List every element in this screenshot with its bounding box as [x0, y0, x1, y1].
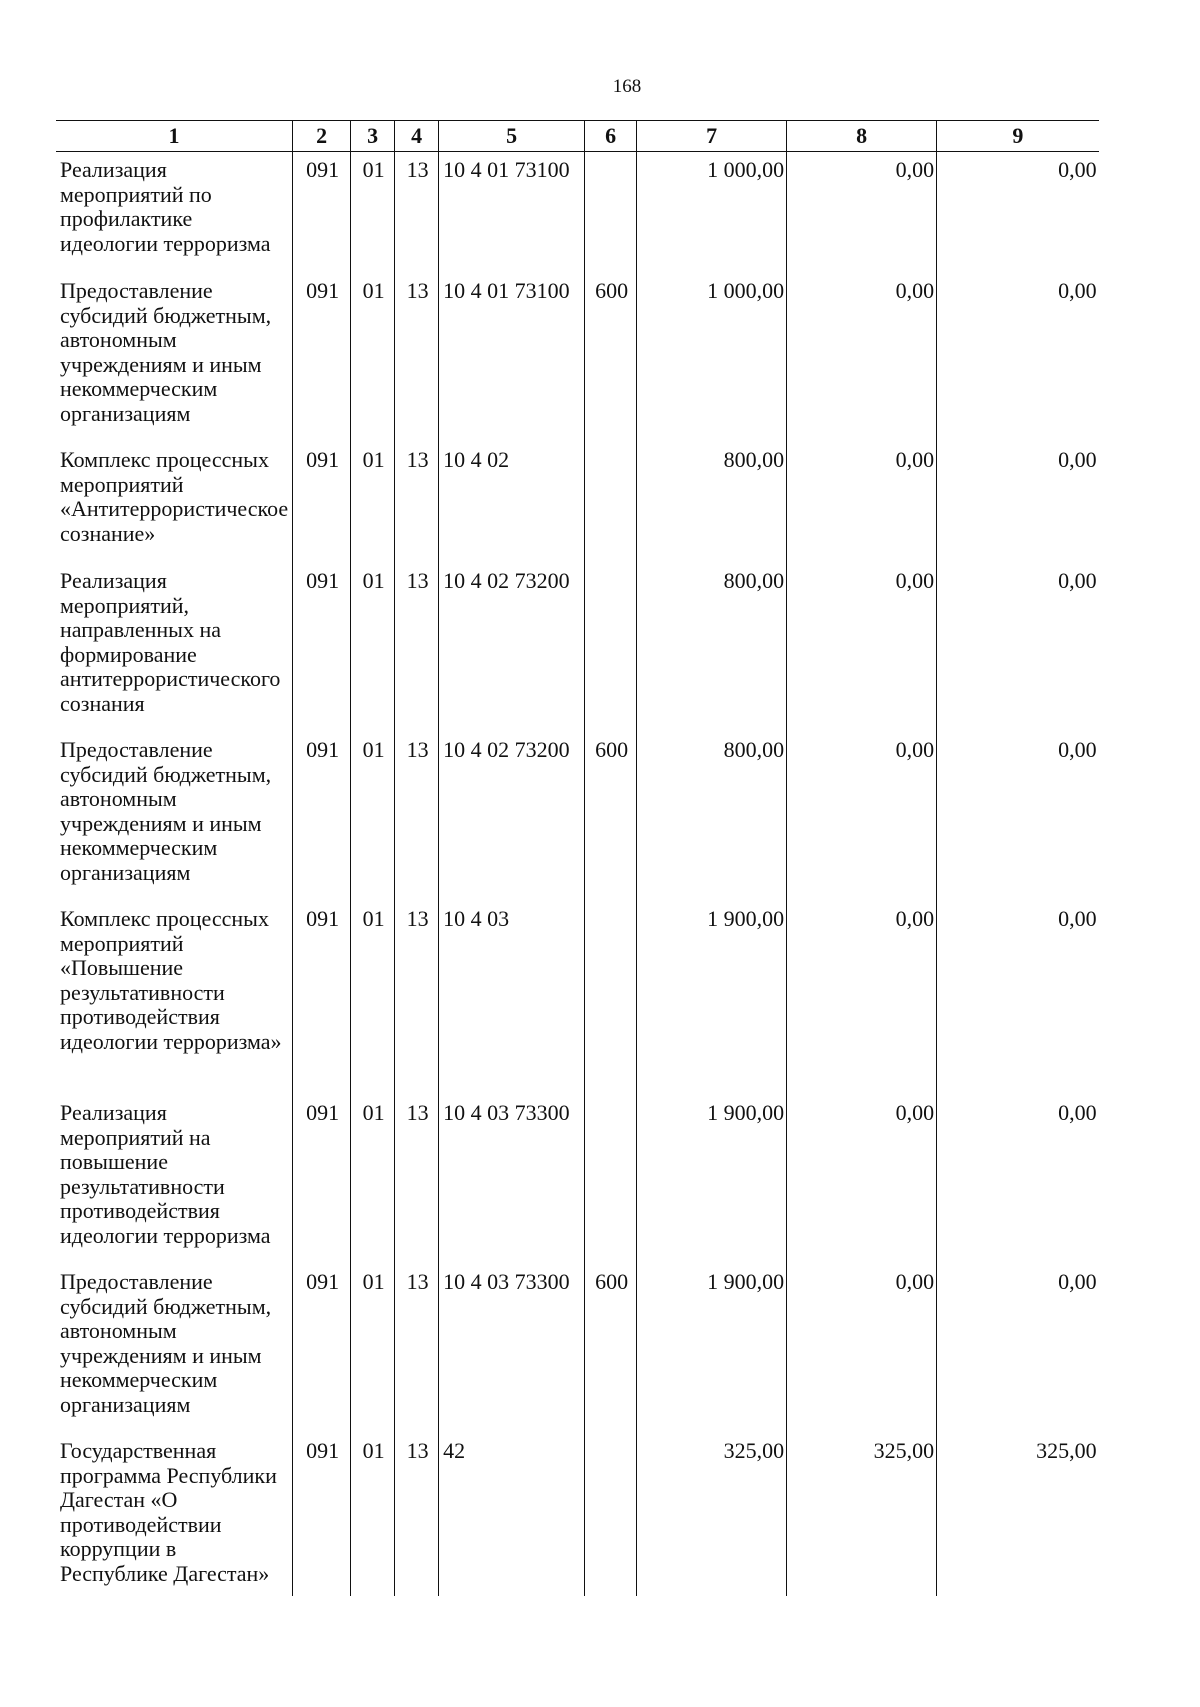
- cell-amount-col9: 0,00: [937, 1095, 1099, 1264]
- cell-amount-col9: 0,00: [937, 442, 1099, 563]
- header-col-3: 3: [351, 121, 395, 152]
- cell-expense-type: 600: [585, 273, 637, 442]
- cell-section: 01: [351, 442, 395, 563]
- header-col-5: 5: [439, 121, 585, 152]
- cell-subsection: 13: [395, 1433, 439, 1596]
- row-name: Комплекс процессных мероприятий «Повышение результативности противодействия идеологии терроризма»: [60, 906, 282, 1054]
- cell-expense-type: [585, 563, 637, 732]
- cell-amount-col9: 325,00: [937, 1433, 1099, 1596]
- cell-amount-col7: 1 900,00: [637, 1095, 787, 1264]
- cell-amount-col7: 1 900,00: [637, 901, 787, 1095]
- cell-target-article: 10 4 03 73300: [439, 1264, 585, 1433]
- cell-amount-col9: 0,00: [937, 273, 1099, 442]
- cell-subsection: 13: [395, 1264, 439, 1433]
- table-row: [56, 152, 1099, 274]
- cell-amount-col8: 0,00: [787, 563, 937, 732]
- cell-subsection: 13: [395, 901, 439, 1095]
- cell-amount-col9: 0,00: [937, 901, 1099, 1095]
- header-col-2: 2: [293, 121, 351, 152]
- cell-amount-col7: 800,00: [637, 732, 787, 901]
- cell-amount-col7: 1 000,00: [637, 273, 787, 442]
- row-name: Предоставление субсидий бюджетным, автономным учреждениям и иным некоммерческим организациям: [60, 737, 272, 885]
- cell-expense-type: 600: [585, 732, 637, 901]
- cell-amount-col8: 0,00: [787, 732, 937, 901]
- table-row: [56, 1095, 1099, 1264]
- cell-amount-col7: 1 000,00: [637, 152, 787, 274]
- header-col-8: 8: [787, 121, 937, 152]
- cell-target-article: 10 4 01 73100: [439, 273, 585, 442]
- header-col-6: 6: [585, 121, 637, 152]
- cell-section: 01: [351, 901, 395, 1095]
- cell-subsection: 13: [395, 563, 439, 732]
- cell-target-article: 10 4 03: [439, 901, 585, 1095]
- cell-admin-code: 091: [293, 152, 351, 274]
- cell-subsection: 13: [395, 152, 439, 274]
- cell-amount-col8: 0,00: [787, 1095, 937, 1264]
- cell-expense-type: [585, 901, 637, 1095]
- cell-admin-code: 091: [293, 1095, 351, 1264]
- cell-amount-col7: 800,00: [637, 442, 787, 563]
- cell-section: 01: [351, 1433, 395, 1596]
- cell-amount-col8: 325,00: [787, 1433, 937, 1596]
- cell-target-article: 10 4 02 73200: [439, 732, 585, 901]
- table-row: [56, 1264, 1099, 1433]
- row-name: Предоставление субсидий бюджетным, автономным учреждениям и иным некоммерческим организациям: [60, 1269, 272, 1417]
- cell-amount-col8: 0,00: [787, 273, 937, 442]
- row-name: Государственная программа Республики Дагестан «О противодействии коррупции в Республике Дагестан»: [60, 1438, 277, 1586]
- table-row: [56, 1433, 1099, 1596]
- cell-admin-code: 091: [293, 1264, 351, 1433]
- cell-target-article: 10 4 03 73300: [439, 1095, 585, 1264]
- cell-section: 01: [351, 1264, 395, 1433]
- cell-amount-col9: 0,00: [937, 732, 1099, 901]
- table-row: [56, 563, 1099, 732]
- cell-section: 01: [351, 152, 395, 274]
- cell-section: 01: [351, 732, 395, 901]
- cell-amount-col8: 0,00: [787, 1264, 937, 1433]
- budget-table: [56, 120, 1099, 1596]
- cell-target-article: 10 4 02: [439, 442, 585, 563]
- table-row: [56, 901, 1099, 1095]
- cell-subsection: 13: [395, 273, 439, 442]
- header-col-7: 7: [637, 121, 787, 152]
- cell-amount-col8: 0,00: [787, 901, 937, 1095]
- cell-expense-type: [585, 442, 637, 563]
- cell-subsection: 13: [395, 442, 439, 563]
- cell-section: 01: [351, 563, 395, 732]
- table-header-row: [56, 121, 1099, 152]
- cell-expense-type: [585, 152, 637, 274]
- cell-expense-type: [585, 1095, 637, 1264]
- row-name: Реализация мероприятий, направленных на формирование антитеррористического сознания: [60, 568, 281, 716]
- cell-amount-col7: 1 900,00: [637, 1264, 787, 1433]
- cell-admin-code: 091: [293, 901, 351, 1095]
- cell-amount-col7: 325,00: [637, 1433, 787, 1596]
- cell-section: 01: [351, 1095, 395, 1264]
- cell-admin-code: 091: [293, 273, 351, 442]
- cell-admin-code: 091: [293, 732, 351, 901]
- row-name: Предоставление субсидий бюджетным, автономным учреждениям и иным некоммерческим организациям: [60, 278, 272, 426]
- cell-section: 01: [351, 273, 395, 442]
- row-name: Реализация мероприятий по профилактике идеологии терроризма: [60, 157, 271, 256]
- cell-subsection: 13: [395, 1095, 439, 1264]
- row-name: Комплекс процессных мероприятий «Антитеррористическое сознание»: [60, 447, 289, 546]
- cell-target-article: 10 4 01 73100: [439, 152, 585, 274]
- header-col-4: 4: [395, 121, 439, 152]
- cell-amount-col8: 0,00: [787, 442, 937, 563]
- cell-amount-col9: 0,00: [937, 1264, 1099, 1433]
- cell-amount-col9: 0,00: [937, 563, 1099, 732]
- cell-amount-col8: 0,00: [787, 152, 937, 274]
- cell-subsection: 13: [395, 732, 439, 901]
- cell-admin-code: 091: [293, 442, 351, 563]
- row-name: Реализация мероприятий на повышение результативности противодействия идеологии терроризма: [60, 1100, 271, 1248]
- table-row: [56, 442, 1099, 563]
- cell-expense-type: [585, 1433, 637, 1596]
- table-row: [56, 732, 1099, 901]
- header-col-9: 9: [937, 121, 1099, 152]
- cell-admin-code: 091: [293, 1433, 351, 1596]
- cell-admin-code: 091: [293, 563, 351, 732]
- cell-expense-type: 600: [585, 1264, 637, 1433]
- page-number: 168: [612, 76, 642, 97]
- header-col-1: 1: [56, 121, 293, 152]
- cell-amount-col9: 0,00: [937, 152, 1099, 274]
- cell-target-article: 42: [439, 1433, 585, 1596]
- cell-target-article: 10 4 02 73200: [439, 563, 585, 732]
- table-row: [56, 273, 1099, 442]
- cell-amount-col7: 800,00: [637, 563, 787, 732]
